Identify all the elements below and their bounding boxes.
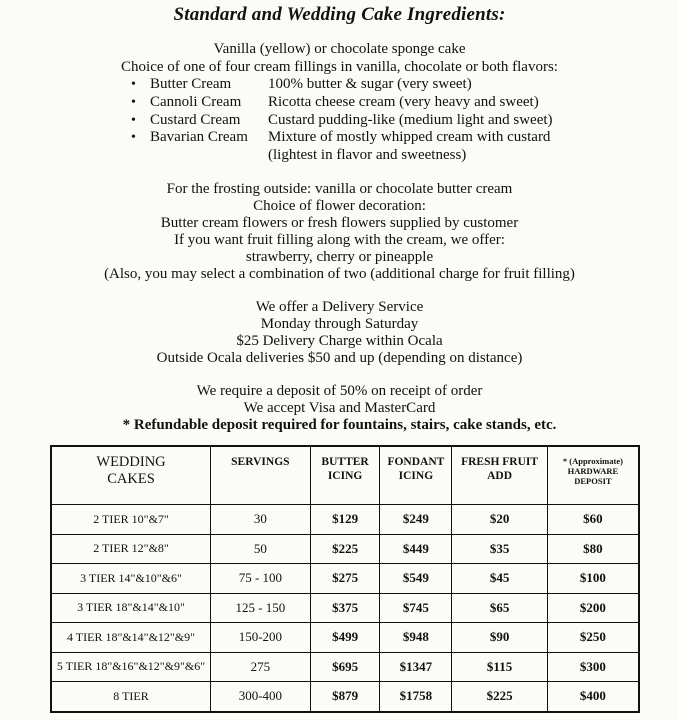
cell-fruit: $35 — [452, 534, 547, 564]
cell-fondant: $449 — [380, 534, 452, 564]
cell-fruit: $20 — [452, 505, 547, 535]
cell-tier: 3 TIER 18"&14"&10" — [51, 593, 211, 623]
cell-fondant: $948 — [380, 623, 452, 653]
cell-hardware: $80 — [547, 534, 639, 564]
cell-fruit: $45 — [452, 564, 547, 594]
cell-fondant: $1347 — [380, 652, 452, 682]
cell-servings: 30 — [211, 505, 311, 535]
flower-choice-line: Choice of flower decoration: — [253, 198, 426, 214]
col-header-butter: BUTTER ICING — [310, 446, 380, 505]
cell-butter: $879 — [310, 682, 380, 712]
cell-butter: $275 — [310, 564, 380, 594]
cell-hardware: $250 — [547, 623, 639, 653]
page-title: Standard and Wedding Cake Ingredients: — [173, 4, 506, 25]
cell-servings: 300-400 — [211, 682, 311, 712]
cell-tier: 4 TIER 18"&14"&12"&9" — [51, 623, 211, 653]
filling-name: Cannoli Cream — [150, 94, 242, 110]
cell-fondant: $549 — [380, 564, 452, 594]
cell-hardware: $200 — [547, 593, 639, 623]
cell-butter: $129 — [310, 505, 380, 535]
cell-fondant: $745 — [380, 593, 452, 623]
cell-tier: 3 TIER 14"&10"&6" — [51, 564, 211, 594]
col-header-cakes: WEDDING CAKES — [51, 446, 211, 505]
cell-fondant: $249 — [380, 505, 452, 535]
refund-note: * Refundable deposit required for fountains, stairs, cake stands, etc. — [122, 417, 557, 433]
filling-desc: 100% butter & sugar (very sweet) — [268, 76, 472, 92]
cell-butter: $499 — [310, 623, 380, 653]
filling-desc: Mixture of mostly whipped cream with custard — [268, 129, 551, 145]
bullet-icon: • — [131, 95, 136, 110]
delivery-charge-line: $25 Delivery Charge within Ocala — [236, 333, 443, 349]
cell-butter: $225 — [310, 534, 380, 564]
table-row — [51, 623, 639, 653]
cell-tier: 2 TIER 10"&7" — [51, 505, 211, 535]
fillings-intro: Choice of one of four cream fillings in vanilla, chocolate or both flavors: — [121, 59, 558, 75]
filling-note: (lightest in flavor and sweetness) — [268, 147, 467, 163]
delivery-days-line: Monday through Saturday — [260, 316, 419, 332]
cell-tier: 8 TIER — [51, 682, 211, 712]
cell-servings: 75 - 100 — [211, 564, 311, 594]
filling-name: Custard Cream — [150, 112, 241, 128]
delivery-outside-line: Outside Ocala deliveries $50 and up (depending on distance) — [156, 350, 523, 366]
table-row — [51, 652, 639, 682]
bullet-icon: • — [131, 77, 136, 92]
table-row — [51, 593, 639, 623]
fruit-combo-line: (Also, you may select a combination of two (additional charge for fruit filling) — [104, 266, 575, 282]
cell-fruit: $90 — [452, 623, 547, 653]
sponge-line: Vanilla (yellow) or chocolate sponge cake — [213, 41, 466, 57]
fruit-options-line: strawberry, cherry or pineapple — [245, 249, 434, 265]
cell-fruit: $115 — [452, 652, 547, 682]
cell-tier: 5 TIER 18"&16"&12"&9"&6" — [51, 652, 211, 682]
filling-desc: Ricotta cheese cream (very heavy and sweet) — [268, 94, 539, 110]
col-header-servings: SERVINGS — [211, 446, 311, 505]
filling-desc: Custard pudding-like (medium light and sweet) — [268, 112, 553, 128]
flower-options-line: Butter cream flowers or fresh flowers supplied by customer — [160, 215, 519, 231]
table-row — [51, 505, 639, 535]
deposit-line: We require a deposit of 50% on receipt of order — [196, 383, 483, 399]
table-header-row — [51, 446, 639, 505]
bullet-icon: • — [131, 130, 136, 145]
table-row — [51, 534, 639, 564]
cell-butter: $375 — [310, 593, 380, 623]
cell-servings: 50 — [211, 534, 311, 564]
cell-hardware: $300 — [547, 652, 639, 682]
frosting-line: For the frosting outside: vanilla or chocolate butter cream — [166, 181, 513, 197]
table-row — [51, 564, 639, 594]
filling-name: Butter Cream — [150, 76, 232, 92]
wedding-cake-price-table — [50, 445, 640, 713]
cell-hardware: $400 — [547, 682, 639, 712]
fruit-intro-line: If you want fruit filling along with the cream, we offer: — [174, 232, 505, 248]
cell-butter: $695 — [310, 652, 380, 682]
cell-hardware: $60 — [547, 505, 639, 535]
col-header-fruit: FRESH FRUIT ADD — [452, 446, 547, 505]
bullet-icon: • — [131, 113, 136, 128]
cell-fondant: $1758 — [380, 682, 452, 712]
cell-servings: 150-200 — [211, 623, 311, 653]
cell-hardware: $100 — [547, 564, 639, 594]
cell-fruit: $225 — [452, 682, 547, 712]
table-row — [51, 682, 639, 712]
cell-servings: 125 - 150 — [211, 593, 311, 623]
col-header-hardware: * (Approximate) HARDWARE DEPOSIT — [547, 446, 639, 505]
cell-tier: 2 TIER 12"&8" — [51, 534, 211, 564]
delivery-line: We offer a Delivery Service — [255, 299, 424, 315]
cell-fruit: $65 — [452, 593, 547, 623]
filling-name: Bavarian Cream — [150, 129, 248, 145]
payment-line: We accept Visa and MasterCard — [243, 400, 436, 416]
cell-servings: 275 — [211, 652, 311, 682]
col-header-fondant: FONDANT ICING — [380, 446, 452, 505]
